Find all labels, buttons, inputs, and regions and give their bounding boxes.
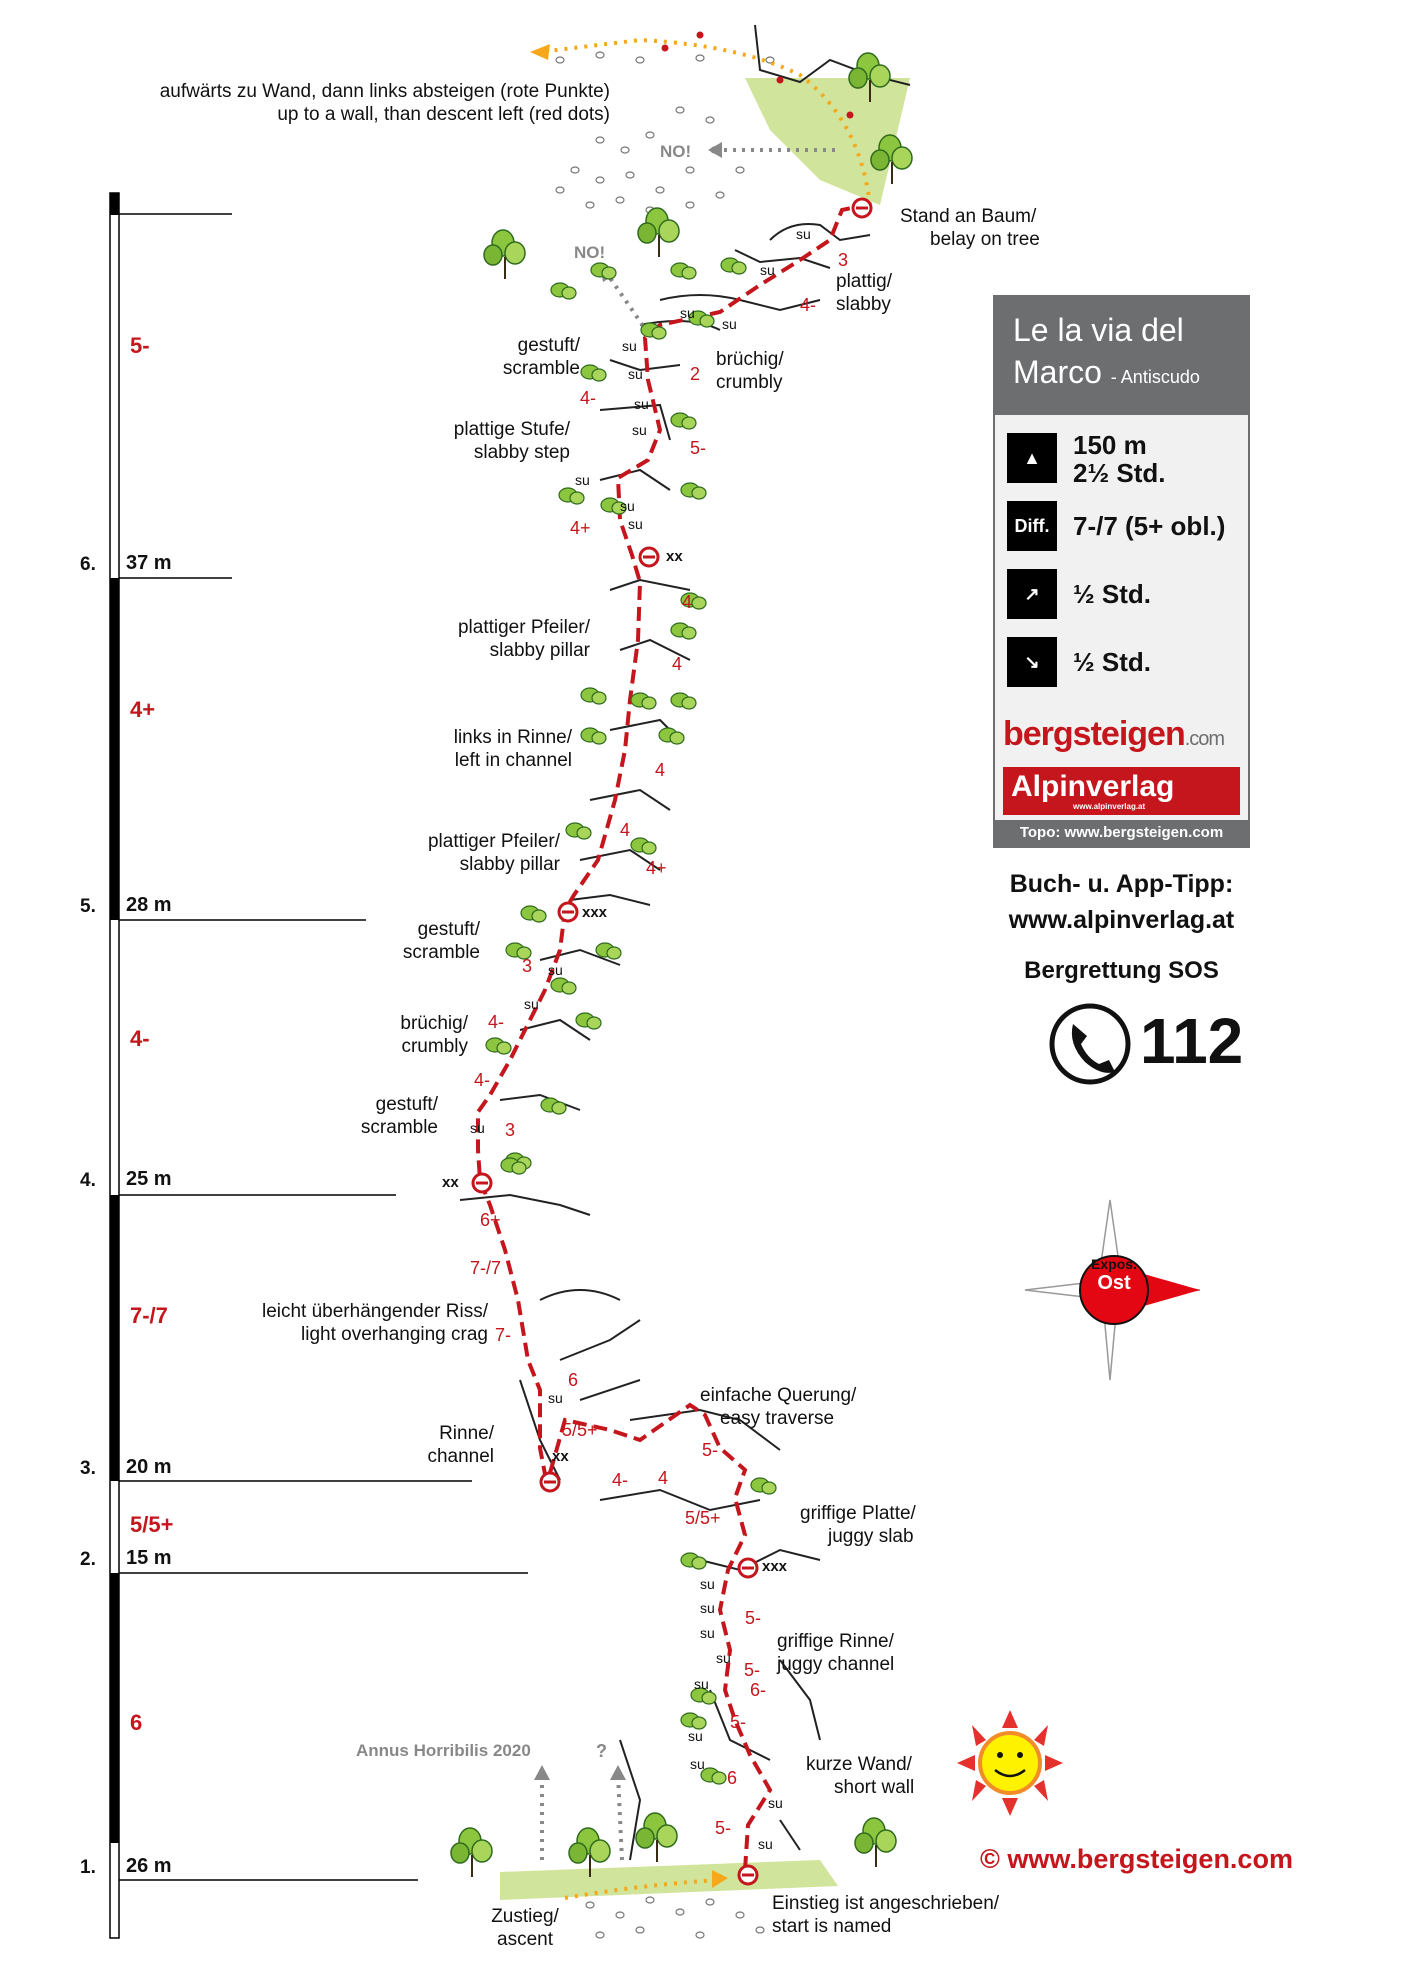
bruechig-label-2: brüchig/ crumbly bbox=[400, 1013, 468, 1057]
grade-label: 4 bbox=[672, 654, 683, 674]
scale-grade-pitch-4: 4- bbox=[130, 1026, 150, 1051]
hiker-up-icon: ↗ bbox=[1007, 569, 1057, 619]
su-marker: su bbox=[722, 316, 737, 332]
su-marker: su bbox=[688, 1728, 703, 1744]
anchor-label: xx bbox=[442, 1174, 459, 1191]
riss-label: leicht überhängender Riss/ light overhanging crag bbox=[261, 1301, 488, 1345]
grade-label: 4 bbox=[655, 760, 666, 780]
scree-top bbox=[556, 52, 774, 213]
su-marker: su bbox=[548, 962, 563, 978]
sun-icon bbox=[957, 1710, 1063, 1816]
rinne-links-label: links in Rinne/ left in channel bbox=[453, 727, 572, 771]
pitch-num-5: 5. bbox=[80, 896, 96, 917]
exposition-label: Expos. Ost bbox=[1091, 1256, 1137, 1294]
plattige-stufe-label: plattige Stufe/ slabby step bbox=[453, 419, 570, 463]
grade-label: 6+ bbox=[480, 1210, 501, 1230]
scale-grade-pitch-2: 5/5+ bbox=[130, 1512, 174, 1537]
pitch-len-2: 15 m bbox=[126, 1547, 172, 1569]
bergsteigen-logo: bergsteigen.com bbox=[1003, 715, 1225, 753]
su-marker: su bbox=[524, 996, 539, 1012]
su-marker: su bbox=[700, 1576, 715, 1592]
no-label-middle: NO! bbox=[574, 243, 606, 262]
su-marker: su bbox=[694, 1676, 709, 1692]
descent-row: ↘ ½ Std. bbox=[1007, 637, 1242, 687]
grade-label: 5/5+ bbox=[685, 1508, 721, 1528]
pitch-num-4: 4. bbox=[80, 1170, 96, 1191]
alpinverlag-logo: Alpinverlag www.alpinverlag.at bbox=[1003, 767, 1240, 815]
anchor-label: xx bbox=[666, 548, 683, 565]
anchor-label: xxx bbox=[582, 904, 608, 921]
grade-label: 5/5+ bbox=[562, 1420, 598, 1440]
approach-row: ↗ ½ Std. bbox=[1007, 569, 1242, 619]
belay-3 bbox=[541, 1473, 559, 1491]
grade-label: 4- bbox=[488, 1012, 505, 1032]
no-label-top: NO! bbox=[660, 142, 692, 161]
belay-1 bbox=[739, 1866, 757, 1884]
grade-label: 7- bbox=[495, 1325, 512, 1345]
grade-label: 6 bbox=[727, 1768, 738, 1788]
scale-grade-pitch-3: 7-/7 bbox=[130, 1303, 168, 1328]
grade-label: 4- bbox=[800, 295, 817, 315]
anchor-label: xxx bbox=[762, 1558, 788, 1575]
phone-icon bbox=[1052, 1006, 1128, 1082]
grade-label: 5- bbox=[730, 1712, 747, 1732]
copyright: © www.bergsteigen.com bbox=[980, 1844, 1293, 1874]
question-label: ? bbox=[596, 1741, 607, 1761]
pitch-num-3: 3. bbox=[80, 1458, 96, 1479]
difficulty-row: Diff. 7-/7 (5+ obl.) bbox=[1007, 501, 1242, 551]
grade-label: 5- bbox=[690, 438, 707, 458]
grade-label: 5- bbox=[745, 1608, 762, 1628]
rinne-label: Rinne/ channel bbox=[427, 1423, 494, 1467]
grade-label: 3 bbox=[522, 956, 533, 976]
su-marker: su bbox=[760, 262, 775, 278]
su-marker: su bbox=[758, 1836, 773, 1852]
belay-4 bbox=[473, 1174, 491, 1192]
hiker-down-icon: ↘ bbox=[1007, 637, 1057, 687]
scale-grade-pitch-1: 6 bbox=[130, 1710, 143, 1735]
pitch-len-5: 28 m bbox=[126, 894, 172, 916]
pitch-num-2: 2. bbox=[80, 1549, 96, 1570]
book-tip: Buch- u. App-Tipp: www.alpinverlag.at bbox=[1008, 870, 1235, 934]
grade-label: 4 bbox=[682, 592, 693, 612]
route-title: Le la via del Marco - Antiscudo bbox=[995, 297, 1248, 415]
griffige-rinne-label: griffige Rinne/ juggy channel bbox=[777, 1631, 895, 1675]
su-marker: su bbox=[716, 1650, 731, 1666]
annus-label: Annus Horribilis 2020 bbox=[356, 1741, 531, 1760]
su-marker: su bbox=[575, 472, 590, 488]
scree-bottom bbox=[586, 1897, 764, 1938]
grade-label: 4 bbox=[620, 820, 631, 840]
grade-label: 4+ bbox=[570, 518, 591, 538]
pitch-len-3: 20 m bbox=[126, 1456, 172, 1478]
trees bbox=[451, 53, 915, 1877]
grade-label: 5- bbox=[715, 1818, 732, 1838]
querung-label: einfache Querung/ easy traverse bbox=[700, 1385, 857, 1429]
scale-grade-pitch-6: 5- bbox=[130, 333, 150, 358]
su-marker: su bbox=[622, 338, 637, 354]
grade-label: 4- bbox=[612, 1470, 629, 1490]
grade-label: 7-/7 bbox=[470, 1258, 502, 1278]
su-marker: su bbox=[620, 498, 635, 514]
su-marker: su bbox=[548, 1390, 563, 1406]
top-exit-label: aufwärts zu Wand, dann links absteigen (rote Punkte) up to a wall, than descent left (red dots) bbox=[159, 81, 610, 125]
stand-tree-label: Stand an Baum/ belay on tree bbox=[900, 206, 1040, 250]
grade-label: 3 bbox=[505, 1120, 516, 1140]
su-marker: su bbox=[632, 422, 647, 438]
pitch-num-1: 1. bbox=[80, 1857, 96, 1878]
grade-label: 4- bbox=[580, 388, 597, 408]
zustieg-label: Zustieg/ ascent bbox=[491, 1906, 559, 1950]
su-marker: su bbox=[796, 226, 811, 242]
grade-label: 4- bbox=[474, 1070, 491, 1090]
grade-label: 6- bbox=[750, 1680, 767, 1700]
su-marker: su bbox=[628, 366, 643, 382]
grade-label: 4+ bbox=[646, 858, 667, 878]
topo-credit: Topo: www.bergsteigen.com bbox=[995, 820, 1248, 846]
grade-label: 2 bbox=[690, 364, 701, 384]
su-marker: su bbox=[680, 305, 695, 321]
anchor-label: xx bbox=[552, 1448, 569, 1465]
climber-icon: ▲ bbox=[1007, 433, 1057, 483]
gestuft-label-2: gestuft/ scramble bbox=[402, 919, 480, 963]
belay-2 bbox=[739, 1559, 757, 1577]
sos-label: Bergrettung SOS bbox=[1024, 957, 1219, 984]
su-marker: su bbox=[628, 516, 643, 532]
grade-label: 4 bbox=[658, 1468, 669, 1488]
pitch-num-6: 6. bbox=[80, 554, 96, 575]
belay-top bbox=[853, 199, 871, 217]
gestuft-label-1: gestuft/ scramble bbox=[502, 335, 580, 379]
bruechig-label-1: brüchig/ crumbly bbox=[716, 349, 784, 393]
bushes bbox=[486, 258, 776, 1784]
einstieg-label: Einstieg ist angeschrieben/ start is named bbox=[772, 1893, 1000, 1937]
pitch-len-1: 26 m bbox=[126, 1855, 172, 1877]
pitch-len-4: 25 m bbox=[126, 1168, 172, 1190]
grade-label: 5- bbox=[702, 1440, 719, 1460]
exit-arrow bbox=[530, 44, 550, 60]
pfeiler-label-2: plattiger Pfeiler/ slabby pillar bbox=[427, 831, 560, 875]
su-marker: su bbox=[700, 1600, 715, 1616]
grade-label: 3 bbox=[838, 250, 849, 270]
pitch-len-6: 37 m bbox=[126, 552, 172, 574]
su-marker: su bbox=[634, 396, 649, 412]
belay-5 bbox=[559, 903, 577, 921]
scale-grade-pitch-5: 4+ bbox=[130, 697, 156, 722]
su-marker: su bbox=[690, 1756, 705, 1772]
route-info-box bbox=[993, 295, 1250, 848]
su-marker: su bbox=[700, 1625, 715, 1641]
sos-number: 112 bbox=[1140, 1005, 1244, 1077]
belay-6 bbox=[640, 548, 658, 566]
plattig-label: plattig/ slabby bbox=[836, 271, 892, 315]
su-marker: su bbox=[470, 1120, 485, 1136]
grade-label: 5- bbox=[744, 1660, 761, 1680]
difficulty-icon: Diff. bbox=[1007, 501, 1057, 551]
kurze-wand-label: kurze Wand/ short wall bbox=[806, 1754, 915, 1798]
pfeiler-label-1: plattiger Pfeiler/ slabby pillar bbox=[457, 617, 590, 661]
length-row: ▲ 150 m 2½ Std. bbox=[1007, 433, 1242, 483]
grade-label: 6 bbox=[568, 1370, 579, 1390]
su-marker: su bbox=[768, 1795, 783, 1811]
platte-label: griffige Platte/ juggy slab bbox=[800, 1503, 916, 1547]
gestuft-label-3: gestuft/ scramble bbox=[360, 1094, 438, 1138]
